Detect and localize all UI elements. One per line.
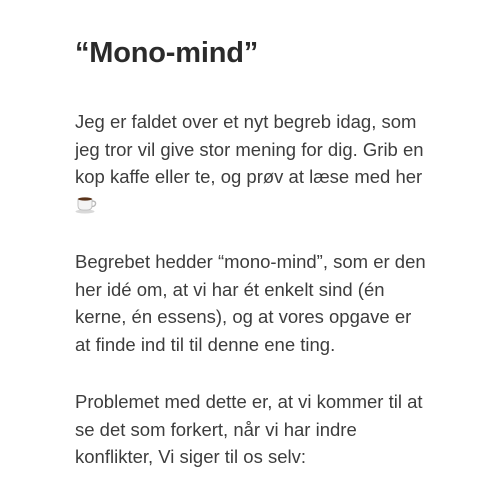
paragraph-line: se det som forkert, når vi har indre <box>75 418 357 440</box>
paragraph-3 <box>75 388 460 471</box>
article-title: “Mono-mind” <box>75 37 259 69</box>
paragraph-line: Problemet med dette er, at vi kommer til at <box>75 391 423 412</box>
paragraph-line: kerne, én essens), og at vores opgave er <box>75 306 412 327</box>
paragraph-icon-line <box>75 191 460 219</box>
paragraph-line: jeg tror vil give stor mening for dig. Grib en <box>75 138 424 160</box>
paragraph-line: at finde ind til til denne ene ting. <box>75 333 336 355</box>
paragraph-line: Jeg er faldet over et nyt begreb idag, som <box>75 111 417 132</box>
coffee-cup-icon <box>75 194 97 214</box>
paragraph-line: her idé om, at vi har ét enkelt sind (én <box>75 278 385 300</box>
paragraph-line: kop kaffe eller te, og prøv at læse med her <box>75 166 423 187</box>
paragraph-line: Begrebet hedder “mono-mind”, som er den <box>75 251 426 272</box>
paragraph-1 <box>75 108 460 218</box>
paragraph-2 <box>75 248 460 358</box>
paragraph-line: konflikter, Vi siger til os selv: <box>75 446 306 467</box>
